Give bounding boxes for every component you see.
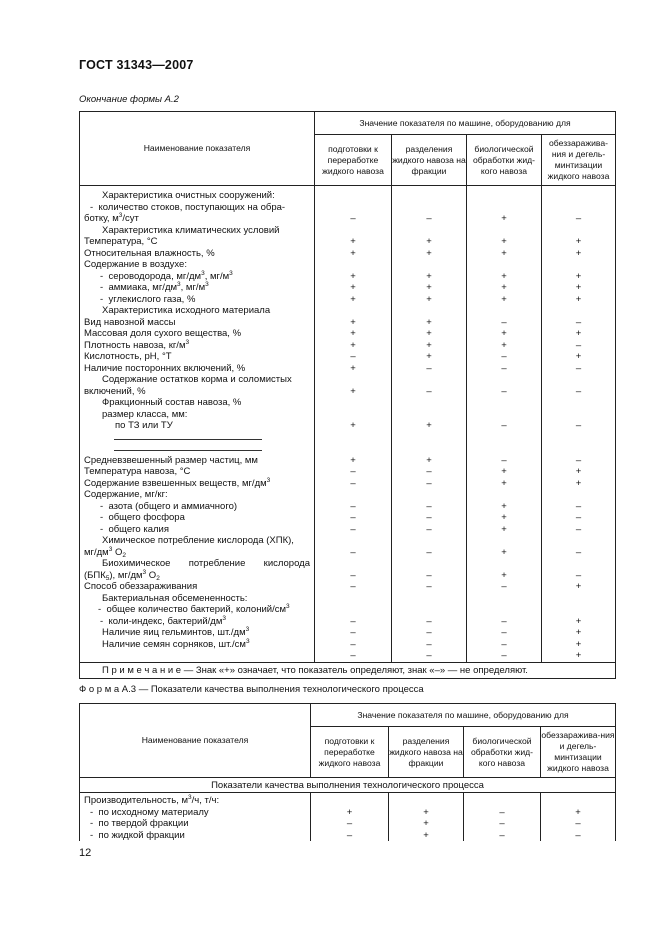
mark-cell	[467, 190, 541, 202]
mark-cell: +	[501, 282, 507, 293]
mark-cell: +	[426, 247, 432, 259]
mark-cell	[467, 558, 541, 570]
mark-cell: +	[501, 236, 507, 247]
mark-cell: –	[350, 477, 356, 489]
mark-cell: +	[575, 270, 582, 282]
mark-cell: –	[575, 454, 582, 466]
row-label: - углекислого газа, %	[100, 293, 196, 305]
row-label: Содержание, мг/кг:	[84, 489, 168, 500]
mark-cell: +	[501, 523, 507, 535]
mark-cell	[392, 443, 466, 455]
row-label: Характеристика климатических условий	[102, 224, 280, 236]
row-label: Содержание остатков корма и соломистых	[102, 374, 292, 385]
mark-cell	[315, 558, 391, 570]
mark-cell: +	[350, 420, 356, 431]
header-subcol-3: биологической обработки жид-кого навоза	[464, 727, 541, 778]
row-label: - общего калия	[100, 523, 169, 535]
form-a2-table	[79, 111, 616, 679]
mark-cell: –	[346, 829, 353, 841]
mark-cell	[467, 374, 541, 386]
mark-cell: –	[350, 500, 356, 512]
mark-cell: –	[350, 650, 356, 661]
mark-cell	[467, 397, 541, 409]
mark-cell: –	[346, 818, 353, 829]
mark-cell	[542, 225, 615, 237]
mark-cell: +	[426, 351, 432, 362]
mark-cell: +	[350, 385, 356, 397]
header-subcol-1: подготовки к переработке жидкого навоза	[311, 727, 389, 778]
mark-cell: –	[575, 213, 582, 224]
mark-cell	[467, 593, 541, 605]
names-column	[80, 186, 315, 663]
marks-column-4	[541, 793, 616, 842]
mark-cell: –	[501, 454, 507, 466]
mark-cell	[392, 593, 466, 605]
marks-column-1	[315, 186, 392, 663]
blank-line	[80, 432, 314, 444]
mark-cell: +	[501, 213, 507, 224]
mark-cell: –	[575, 420, 582, 431]
row-label: Бактериальная обсемененность:	[102, 592, 248, 604]
row-label: Характеристика очистных сооружений:	[102, 190, 275, 201]
header-subcol-2: разделения жидкого навоза на фракции	[389, 727, 464, 778]
mark-cell	[315, 535, 391, 547]
mark-cell	[542, 190, 615, 202]
mark-cell: –	[426, 615, 432, 627]
mark-cell: –	[426, 385, 432, 397]
row-label: ботку, $м^3$/сут	[84, 212, 139, 224]
row-label: Средневзвешенный размер частиц, мм	[84, 454, 258, 466]
row-label: Температура, °С	[84, 236, 158, 247]
mark-cell	[467, 432, 541, 444]
row-label: - по исходному материалу	[90, 806, 209, 818]
mark-cell	[542, 374, 615, 386]
header-name-column: Наименование показателя	[80, 112, 315, 186]
mark-cell	[392, 432, 466, 444]
mark-cell	[464, 795, 540, 807]
mark-cell: +	[350, 236, 356, 247]
header-name-column: Наименование показателя	[80, 704, 311, 778]
row-label	[80, 650, 314, 662]
page-header: ГОСТ 31343—2007	[79, 58, 194, 72]
mark-cell: –	[501, 420, 507, 431]
mark-cell	[315, 374, 391, 386]
marks-column-2	[389, 793, 464, 842]
mark-cell: –	[575, 546, 582, 558]
mark-cell: +	[426, 454, 432, 466]
mark-cell: –	[350, 615, 356, 627]
mark-cell: –	[575, 362, 582, 374]
mark-cell: +	[501, 512, 507, 523]
row-label: - азота (общего и аммиачного)	[100, 500, 238, 512]
mark-cell: +	[575, 806, 581, 818]
mark-cell	[542, 202, 615, 214]
mark-cell: –	[350, 627, 356, 638]
mark-cell: +	[350, 328, 356, 339]
form-a3-caption: Ф о р м а А.3 — Показатели качества выполнения технологического процесса	[79, 684, 424, 695]
mark-cell	[315, 489, 391, 501]
mark-cell: –	[501, 638, 507, 650]
header-subcol-2: разделения жидкого навоза на фракции	[392, 135, 467, 186]
row-label: $мг/дм^3$ $O_2$	[84, 545, 126, 559]
mark-cell: +	[423, 829, 429, 841]
row-label: Содержание в воздухе:	[84, 259, 187, 270]
mark-cell: –	[426, 581, 432, 592]
mark-cell	[392, 190, 466, 202]
mark-cell: +	[423, 818, 429, 829]
mark-cell: –	[350, 466, 356, 477]
mark-cell: –	[501, 351, 507, 362]
names-column	[80, 793, 311, 842]
mark-cell: +	[575, 650, 582, 661]
mark-cell: +	[501, 270, 507, 282]
row-label: Наличие яиц гельминтов, $шт./дм^3$	[102, 626, 250, 638]
mark-cell	[315, 190, 391, 202]
row-label: - сероводорода, $мг/дм^3$, $мг/м^3$	[100, 269, 233, 282]
mark-cell: +	[501, 500, 507, 512]
mark-cell: –	[575, 339, 582, 351]
mark-cell: +	[575, 293, 582, 305]
mark-cell: +	[575, 466, 582, 477]
mark-cell	[315, 593, 391, 605]
mark-cell: +	[575, 627, 582, 638]
row-label: Наличие семян сорняков, $шт./см^3$	[102, 637, 250, 650]
mark-cell: +	[426, 282, 432, 293]
mark-cell: –	[350, 213, 356, 224]
mark-cell	[392, 604, 466, 616]
row-label: по ТЗ или ТУ	[115, 420, 173, 431]
mark-cell	[467, 225, 541, 237]
mark-cell	[542, 558, 615, 570]
mark-cell: +	[350, 339, 356, 351]
mark-cell	[315, 397, 391, 409]
mark-cell: –	[575, 829, 581, 841]
header-subcol-1: подготовки к переработке жидкого навоза	[315, 135, 392, 186]
mark-cell: +	[575, 351, 582, 362]
mark-cell	[467, 202, 541, 214]
mark-cell	[467, 305, 541, 317]
mark-cell	[467, 604, 541, 616]
mark-cell: –	[501, 316, 507, 328]
mark-cell: –	[499, 829, 505, 841]
mark-cell: –	[575, 523, 582, 535]
mark-cell: –	[426, 627, 432, 638]
mark-cell: –	[426, 650, 432, 661]
row-label: - количество стоков, поступающих на обра-	[90, 201, 286, 213]
mark-cell	[542, 593, 615, 605]
mark-cell: +	[575, 328, 582, 339]
mark-cell	[467, 259, 541, 271]
mark-cell: +	[575, 638, 582, 650]
mark-cell: +	[423, 806, 429, 818]
row-label: Относительная влажность, %	[84, 247, 215, 259]
mark-cell: +	[575, 282, 582, 293]
mark-cell: +	[350, 454, 356, 466]
row-label: Плотность навоза, $кг/м^3$	[84, 338, 190, 351]
marks-column-3	[464, 793, 541, 842]
mark-cell	[392, 558, 466, 570]
mark-cell	[392, 259, 466, 271]
row-label: - по жидкой фракции	[90, 829, 185, 841]
mark-cell: –	[350, 569, 356, 581]
mark-cell: +	[426, 316, 432, 328]
mark-cell	[542, 535, 615, 547]
mark-cell: +	[350, 316, 356, 328]
marks-column-1	[311, 793, 389, 842]
mark-cell	[389, 795, 463, 807]
mark-cell	[542, 259, 615, 271]
mark-cell: –	[501, 627, 507, 638]
mark-cell	[315, 202, 391, 214]
mark-cell: +	[350, 270, 356, 282]
mark-cell: +	[350, 362, 356, 374]
mark-cell	[542, 489, 615, 501]
mark-cell	[392, 397, 466, 409]
mark-cell: –	[575, 385, 582, 397]
mark-cell	[467, 409, 541, 421]
mark-cell	[315, 409, 391, 421]
form-a3-table	[79, 703, 616, 841]
header-subcol-4: обеззаражива-ния и дегель-минтизации жидкого навоза	[542, 135, 616, 186]
mark-cell: –	[350, 351, 356, 362]
row-label: - общее количество бактерий, колоний/$см^3$	[98, 603, 290, 615]
mark-cell	[392, 202, 466, 214]
mark-cell	[392, 409, 466, 421]
mark-cell	[467, 535, 541, 547]
mark-cell: –	[426, 500, 432, 512]
row-label: Способ обеззараживания	[84, 581, 198, 592]
mark-cell: +	[501, 477, 507, 489]
mark-cell: –	[350, 546, 356, 558]
mark-cell: –	[575, 569, 582, 581]
row-label: Производительность, $м^3/ч$, т/ч:	[84, 794, 220, 806]
mark-cell	[315, 305, 391, 317]
mark-cell	[542, 443, 615, 455]
mark-cell	[467, 489, 541, 501]
mark-cell: –	[501, 615, 507, 627]
mark-cell: +	[501, 293, 507, 305]
header-group: Значение показателя по машине, оборудованию для	[315, 112, 616, 135]
mark-cell: +	[426, 270, 432, 282]
mark-cell: +	[501, 247, 507, 259]
mark-cell: –	[501, 650, 507, 661]
mark-cell	[392, 535, 466, 547]
mark-cell: –	[350, 512, 356, 523]
mark-cell: +	[346, 806, 353, 818]
mark-cell: +	[350, 293, 356, 305]
form-a2-caption: Окончание формы А.2	[79, 94, 179, 105]
mark-cell: –	[575, 500, 582, 512]
row-label: Кислотность, pH, °T	[84, 351, 172, 362]
mark-cell: +	[426, 236, 432, 247]
row-label: - общего фосфора	[100, 512, 185, 523]
mark-cell: –	[575, 316, 582, 328]
row-label: $(БПК_5)$, $мг/дм^3$ $O_2$	[84, 568, 160, 582]
mark-cell	[541, 795, 615, 807]
mark-cell: –	[426, 512, 432, 523]
section-title: Показатели качества выполнения технологического процесса	[80, 778, 616, 793]
blank-line	[80, 443, 314, 455]
mark-cell	[392, 305, 466, 317]
row-label: Биохимическое потребление кислорода	[102, 558, 310, 569]
row-label: Вид навозной массы	[84, 316, 176, 328]
mark-cell: +	[501, 546, 507, 558]
row-label: Наличие посторонних включений, %	[84, 362, 246, 374]
mark-cell: –	[501, 581, 507, 592]
row-label: Химическое потребление кислорода (ХПК),	[102, 535, 294, 546]
mark-cell: +	[575, 615, 582, 627]
mark-cell: +	[426, 339, 432, 351]
mark-cell: +	[501, 339, 507, 351]
mark-cell: –	[501, 362, 507, 374]
mark-cell	[542, 409, 615, 421]
page-number: 12	[79, 847, 92, 859]
mark-cell	[542, 432, 615, 444]
mark-cell	[315, 225, 391, 237]
mark-cell: +	[575, 477, 582, 489]
mark-cell: –	[426, 638, 432, 650]
mark-cell: +	[575, 247, 582, 259]
row-label: размер класса, мм:	[102, 408, 188, 420]
row-label: - коли-индекс, бактерий/$дм^3$	[100, 614, 226, 627]
mark-cell: +	[501, 569, 507, 581]
mark-cell	[542, 604, 615, 616]
mark-cell: –	[350, 523, 356, 535]
mark-cell: –	[426, 569, 432, 581]
row-label: Характеристика исходного материала	[102, 305, 271, 316]
mark-cell: –	[426, 546, 432, 558]
mark-cell	[467, 443, 541, 455]
marks-column-4	[542, 186, 616, 663]
header-subcol-4: обеззаражива-ния и дегель-минтизации жидкого навоза	[541, 727, 616, 778]
mark-cell: –	[426, 213, 432, 224]
row-label: Массовая доля сухого вещества, %	[84, 328, 242, 339]
header-subcol-3: биологической обработки жид-кого навоза	[467, 135, 542, 186]
mark-cell: +	[426, 328, 432, 339]
marks-column-2	[392, 186, 467, 663]
row-label: Температура навоза, °С	[84, 466, 191, 477]
row-label: включений, %	[84, 385, 146, 397]
mark-cell	[315, 259, 391, 271]
mark-cell: –	[499, 818, 505, 829]
mark-cell	[542, 305, 615, 317]
mark-cell	[392, 489, 466, 501]
mark-cell: –	[426, 466, 432, 477]
mark-cell: –	[426, 477, 432, 489]
mark-cell: +	[426, 420, 432, 431]
row-label: Фракционный состав навоза, %	[102, 397, 242, 408]
mark-cell: +	[501, 466, 507, 477]
mark-cell: –	[426, 362, 432, 374]
mark-cell: –	[501, 385, 507, 397]
mark-cell	[311, 795, 388, 807]
mark-cell	[315, 604, 391, 616]
mark-cell: –	[575, 512, 582, 523]
mark-cell: +	[501, 328, 507, 339]
mark-cell	[392, 374, 466, 386]
mark-cell	[392, 225, 466, 237]
mark-cell: –	[499, 806, 505, 818]
row-label: - по твердой фракции	[90, 818, 189, 829]
mark-cell: –	[575, 818, 581, 829]
table-note: П р и м е ч а н и е — Знак «+» означает, что показатель определяют, знак «–» — не определяют.	[80, 662, 616, 678]
header-group: Значение показателя по машине, оборудованию для	[311, 704, 616, 727]
mark-cell: +	[350, 247, 356, 259]
mark-cell: –	[350, 581, 356, 592]
row-label: - аммиака, $мг/дм^3$, $мг/м^3$	[100, 281, 209, 293]
mark-cell: +	[350, 282, 356, 293]
mark-cell: –	[426, 523, 432, 535]
mark-cell	[542, 397, 615, 409]
mark-cell	[315, 443, 391, 455]
mark-cell	[315, 432, 391, 444]
marks-column-3	[467, 186, 542, 663]
mark-cell: +	[426, 293, 432, 305]
mark-cell: +	[575, 236, 582, 247]
mark-cell: +	[575, 581, 582, 592]
mark-cell: –	[350, 638, 356, 650]
row-label: Содержание взвешенных веществ, $мг/дм^3$	[84, 476, 271, 489]
